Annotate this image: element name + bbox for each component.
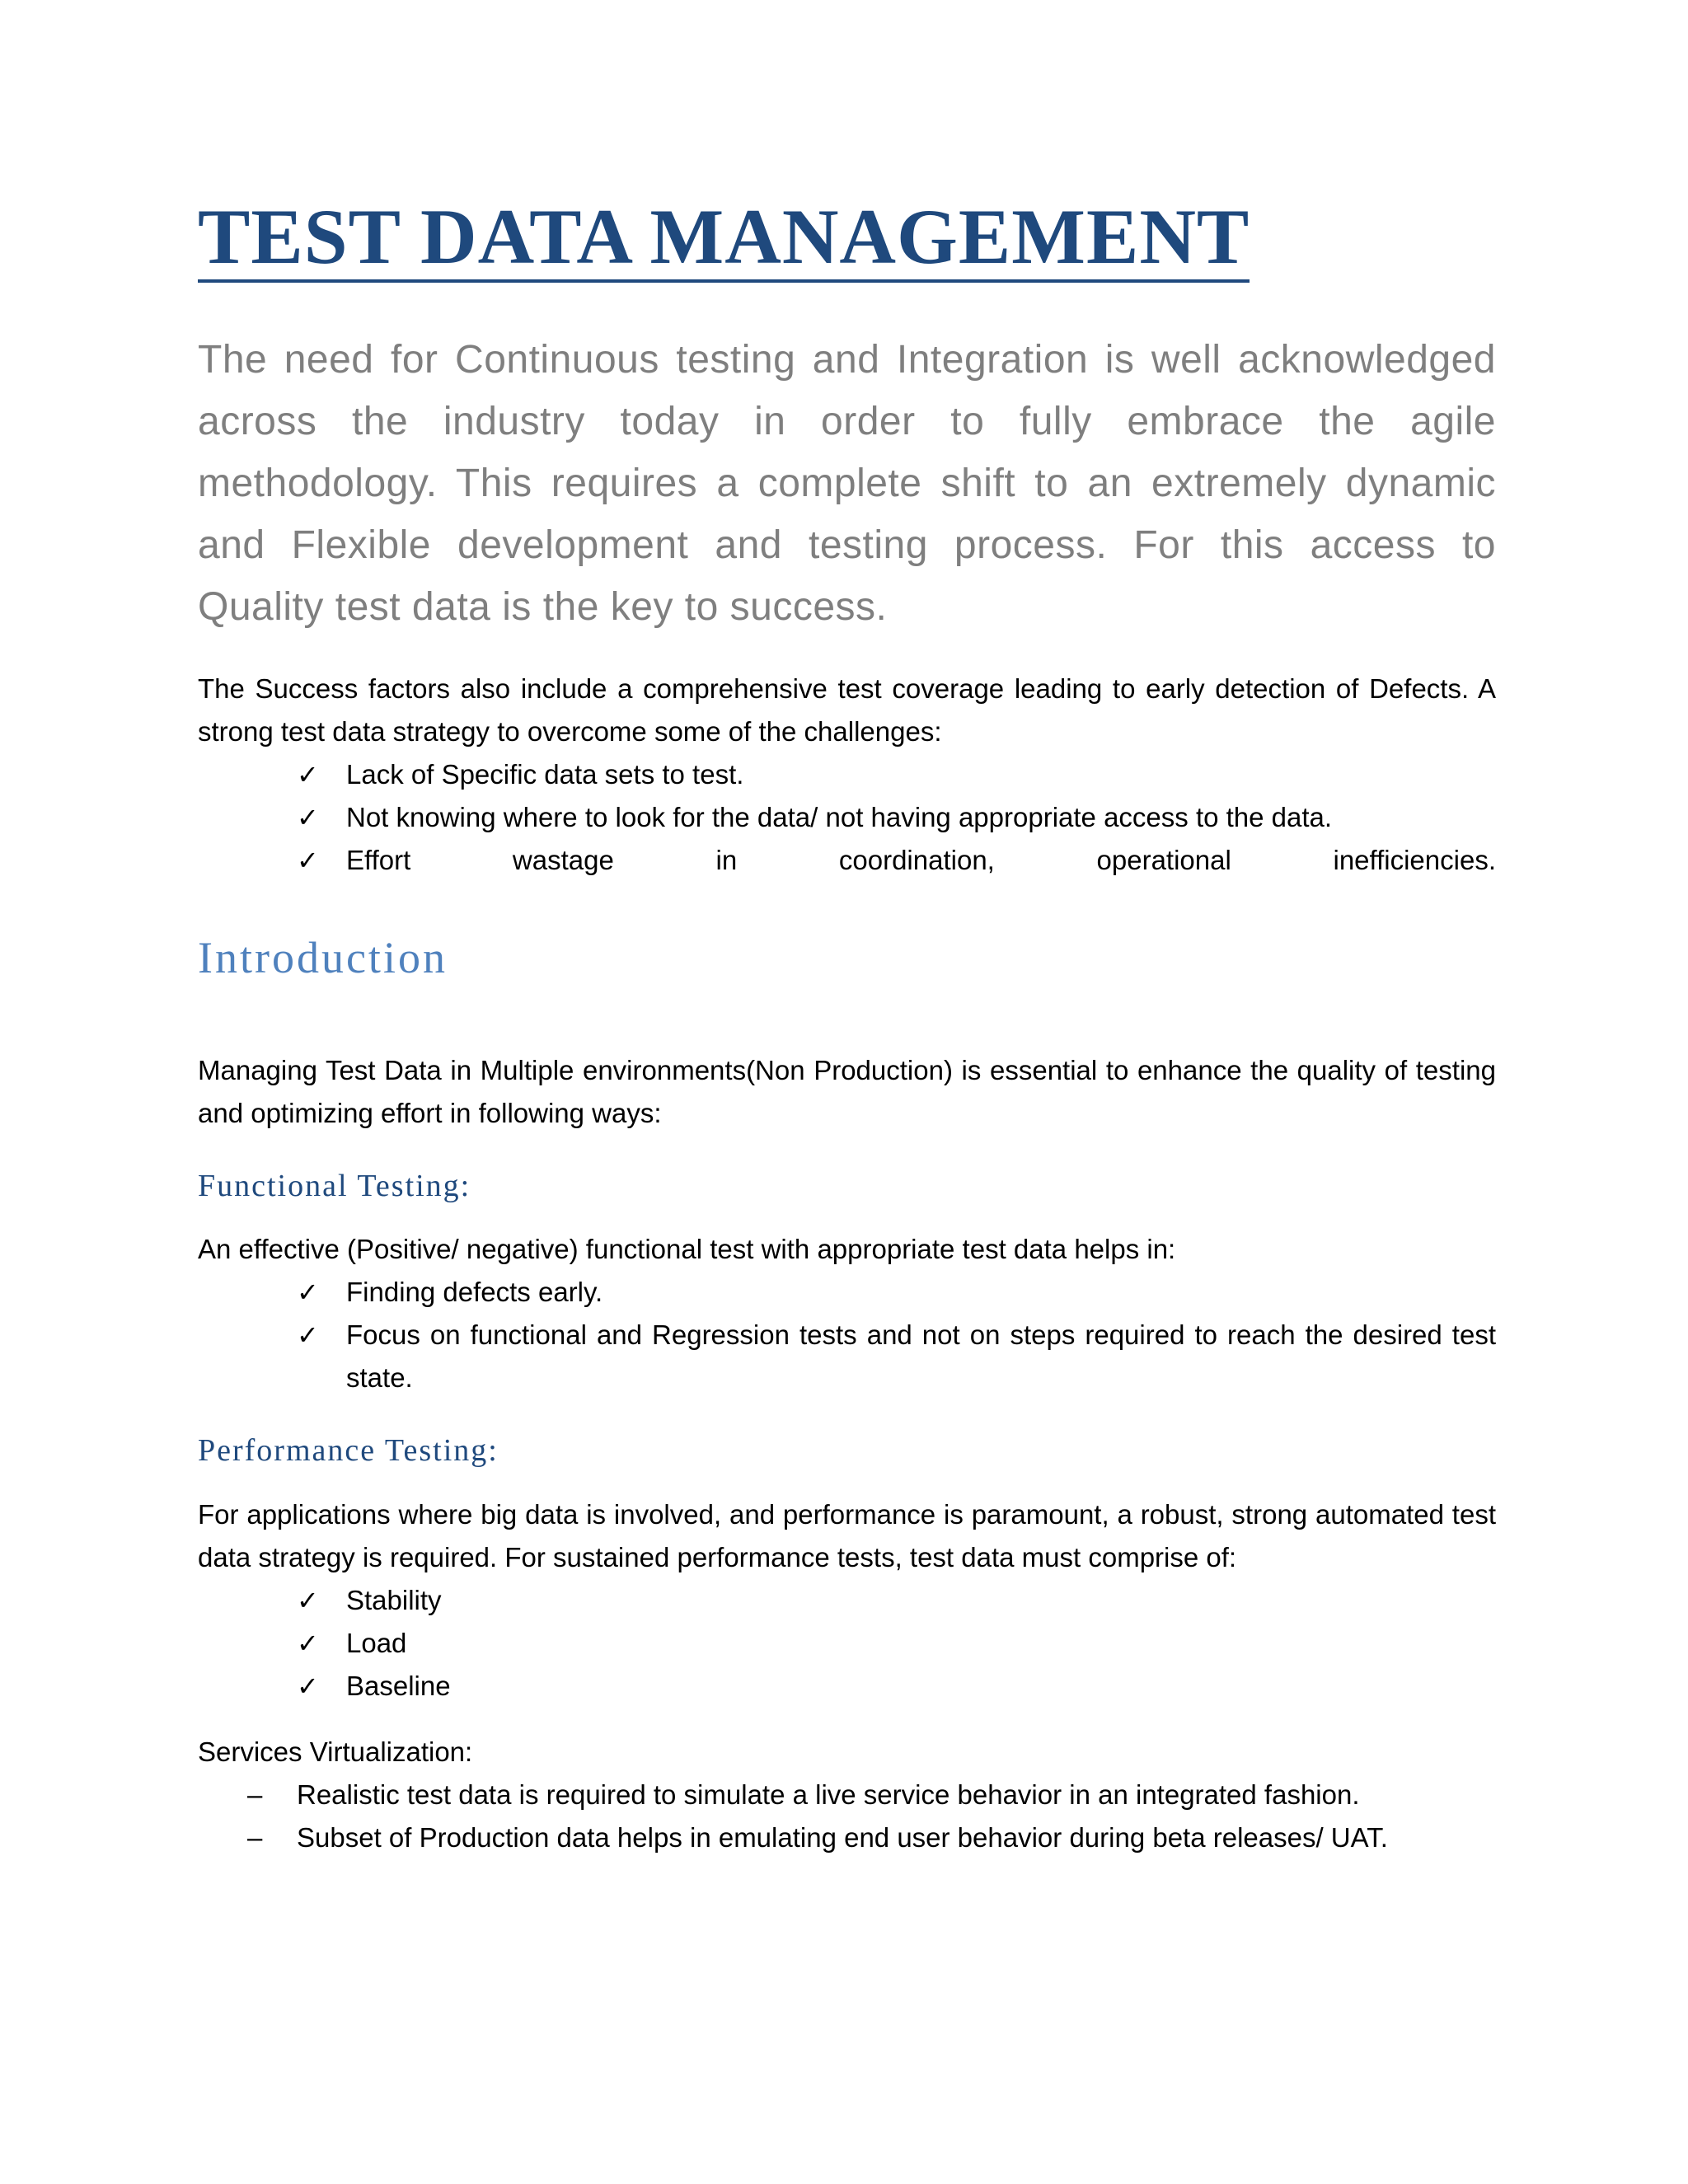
list-item bbox=[198, 796, 1496, 839]
list-item-text: Not knowing where to look for the data/ not having appropriate access to the data. bbox=[346, 802, 1333, 832]
checkmark-icon: ✓ bbox=[297, 1277, 319, 1308]
list-item bbox=[198, 1665, 1496, 1708]
introduction-paragraph: Managing Test Data in Multiple environments(Non Production) is essential to enhance the quality of testing and optimizing effort in following ways: bbox=[198, 1054, 1496, 1128]
document-title: TEST DATA MANAGEMENT bbox=[198, 198, 1250, 283]
services-virtualization-list bbox=[198, 1774, 1496, 1859]
functional-testing-heading: Functional Testing: bbox=[198, 1168, 471, 1203]
performance-testing-list bbox=[198, 1579, 1496, 1708]
checkmark-icon: ✓ bbox=[297, 846, 319, 875]
checkmark-icon: ✓ bbox=[297, 803, 319, 832]
challenges-list bbox=[198, 753, 1496, 882]
list-item bbox=[198, 753, 1496, 796]
dash-icon: – bbox=[247, 1821, 263, 1853]
list-item-text: Load bbox=[346, 1627, 407, 1658]
list-item-text: Finding defects early. bbox=[346, 1277, 603, 1308]
list-item bbox=[198, 839, 1496, 882]
list-item bbox=[198, 1774, 1496, 1816]
list-item-text: Realistic test data is required to simulate a live service behavior in an integrated fashion. bbox=[297, 1779, 1360, 1810]
list-item-text: Effort wastage in coordination, operational inefficiencies. bbox=[346, 845, 1496, 875]
list-item bbox=[198, 1314, 1496, 1399]
functional-testing-paragraph: An effective (Positive/ negative) functional test with appropriate test data helps in: bbox=[198, 1234, 1176, 1265]
functional-testing-list bbox=[198, 1271, 1496, 1399]
list-item bbox=[198, 1271, 1496, 1314]
list-item-text: Baseline bbox=[346, 1670, 451, 1701]
list-item bbox=[198, 1816, 1496, 1859]
document-subtitle: The need for Continuous testing and Integration is well acknowledged across the industry today in order to fully embrace the agile methodology. This requires a complete shift to an extremely dynamic and Flexible development and testing process. For this access to Quality test data is the key to success. bbox=[198, 338, 1496, 629]
document-page bbox=[198, 193, 1496, 1859]
services-virtualization-label: Services Virtualization: bbox=[198, 1736, 473, 1767]
list-item-text: Focus on functional and Regression tests and not on steps required to reach the desired test state. bbox=[346, 1319, 1496, 1394]
list-item bbox=[198, 1622, 1496, 1665]
introduction-heading: Introduction bbox=[198, 933, 448, 982]
dash-icon: – bbox=[247, 1779, 263, 1810]
checkmark-icon: ✓ bbox=[297, 760, 319, 790]
checkmark-icon: ✓ bbox=[297, 1628, 319, 1658]
checkmark-icon: ✓ bbox=[297, 1671, 319, 1701]
list-item-text: Subset of Production data helps in emulating end user behavior during beta releases/ UAT. bbox=[297, 1821, 1388, 1853]
list-item bbox=[198, 1579, 1496, 1622]
performance-testing-paragraph: For applications where big data is involved, and performance is paramount, a robust, strong automated test data strategy is required. For sustained performance tests, test data must comprise of: bbox=[198, 1498, 1496, 1572]
checkmark-icon: ✓ bbox=[297, 1585, 319, 1615]
success-paragraph: The Success factors also include a comprehensive test coverage leading to early detection of Defects. A strong test data strategy to overcome some of the challenges: bbox=[198, 673, 1496, 747]
performance-testing-heading: Performance Testing: bbox=[198, 1433, 499, 1469]
checkmark-icon: ✓ bbox=[297, 1320, 319, 1351]
list-item-text: Stability bbox=[346, 1584, 442, 1615]
list-item-text: Lack of Specific data sets to test. bbox=[346, 759, 744, 790]
